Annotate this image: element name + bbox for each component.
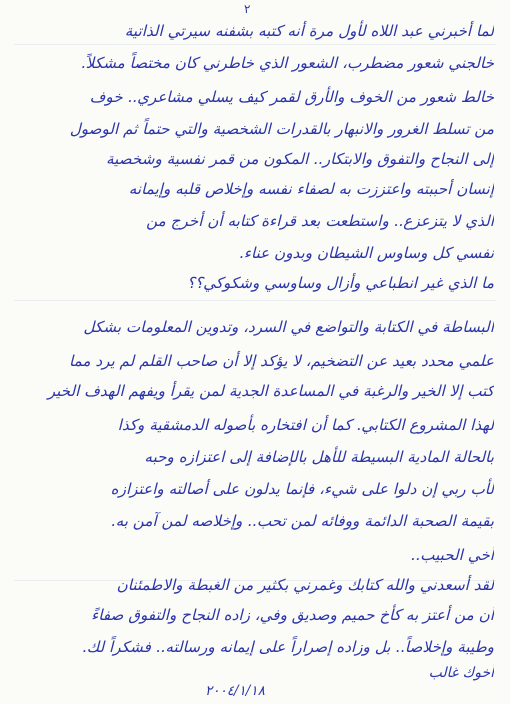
letter-line: خالط شعور من الخوف والأرق لقمر كيف يسلي مشاعري.. خوف <box>89 88 494 106</box>
letter-line: بالحالة المادية البسيطة للأهل بالإضافة إلى اعتزازه وحبه <box>144 448 494 466</box>
letter-line: لأب ربي إن دلوا على شيء، فإنما يدلون على أصالته واعتزازه <box>110 480 494 498</box>
letter-date: ٢٠٠٤/١/١٨ <box>205 683 265 699</box>
letter-line: وطيبة وإخلاصاً.. بل وزاده إصراراً على إيمانه ورسالته.. فشكراً لك. <box>81 638 494 656</box>
signature: أخوك غالب <box>428 665 494 681</box>
letter-line: لهذا المشروع الكتابي. كما أن افتخاره بأصوله الدمشقية وكذا <box>117 416 494 434</box>
paper-rule <box>14 44 496 45</box>
letter-line: ما الذي غير انطباعي وأزال وساوسي وشكوكي؟؟ <box>186 274 494 292</box>
page-number: ٢ <box>244 2 251 16</box>
letter-line: بقيمة الصحبة الدائمة ووفائه لمن تحب.. وإخلاصه لمن آمن به. <box>110 512 494 530</box>
letter-line: لما أخبرني عبد اللاه لأول مرة أنه كتبه بشفنه سيرتي الذاتية <box>124 22 494 40</box>
letter-line: الذي لا يتزعزع.. واستطعت بعد قراءة كتابه أن أخرج من <box>146 212 494 230</box>
letter-line: علمي محدد بعيد عن التضخيم، لا يؤكد إلا أن صاحب القلم لم يرد مما <box>68 352 494 370</box>
letter-line: كتب إلا الخير والرغبة في المساعدة الجدية لمن يقرأ ويفهم الهدف الخير <box>47 382 494 400</box>
letter-line: لقد أسعدني والله كتابك وغمرني بكثير من الغبطة والاطمئنان <box>116 576 494 594</box>
paper-rule <box>14 300 496 301</box>
letter-line: أن من أعتز به كأخ حميم وصديق وفي، زاده النجاح والتفوق صفاءً <box>91 606 494 624</box>
letter-line: نفسي كل وساوس الشيطان وبدون عناء. <box>238 244 494 262</box>
letter-line: إلى النجاح والتفوق والابتكار.. المكون من قمر نفسية وشخصية <box>106 150 494 168</box>
letter-line: من تسلط الغرور والانبهار بالقدرات الشخصية والتي حتماً ثم الوصول <box>69 120 494 138</box>
letter-line: البساطة في الكتابة والتواضع في السرد، وتدوين المعلومات بشكل <box>83 318 494 336</box>
letter-line: خالجني شعور مضطرب، الشعور الذي خاطرني كان مختصاً مشكلاً. <box>80 54 494 72</box>
letter-line: إنسان أحببته واعتززت به لصفاء نفسه وإخلاص قلبه وإيمانه <box>128 180 494 198</box>
letter-salutation: أخي الحبيب.. <box>410 546 494 564</box>
